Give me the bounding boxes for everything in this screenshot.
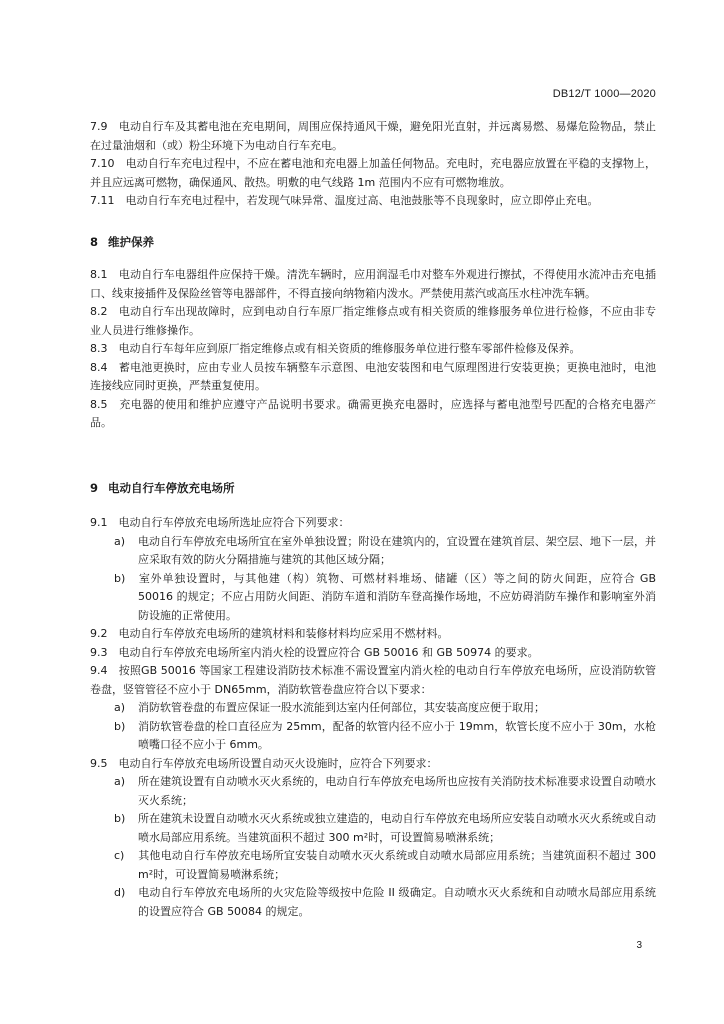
clause-9-5: 9.5 电动自行车停放充电场所设置自动灭火设施时，应符合下列要求： (90, 756, 438, 770)
list-item-text: 所在建筑未设置自动喷水灭火系统或独立建造的，电动自行车停放充电场所应安装自动喷水灭火系统或自动喷水局部应用系统。当建筑面积不超过 300 m²时，可设置简易喷淋系统； (138, 812, 656, 844)
standard-code: DB12/T 1000—2020 (552, 88, 656, 100)
clause-7-10: 7.10 电动自行车充电过程中，不应在蓄电池和充电器上加盖任何物品。充电时，充电器应放置在平稳的支撑物上，并且应远离可燃物，确保通风、散热。明敷的电气线路 1m 范围内不应有可燃物堆放。 (90, 157, 656, 189)
section-9-title: 电动自行车停放充电场所 (108, 481, 235, 495)
clause-9-3: 9.3 电动自行车停放充电场所室内消火栓的设置应符合 GB 50016 和 GB 50974 的要求。 (90, 645, 539, 659)
section-9-body (90, 514, 656, 921)
list-item (90, 773, 656, 810)
list-item-label: b) (114, 571, 126, 585)
list-item-text: 电动自行车停放充电场所宜在室外单独设置；附设在建筑内的，宜设置在建筑首层、架空层、地下一层，并应采取有效的防火分隔措施与建筑的其他区域分隔； (138, 534, 656, 566)
section-9-number: 9 (90, 481, 99, 495)
list-item (90, 699, 656, 718)
clause-8-5: 8.5 充电器的使用和维护应遵守产品说明书要求。确需更换充电器时，应选择与蓄电池型号匹配的合格充电器产品。 (90, 397, 656, 429)
clause-8-3: 8.3 电动自行车每年应到原厂指定维修点或有相关资质的维修服务单位进行整车零部件检修及保养。 (90, 342, 581, 355)
list-item-text: 其他电动自行车停放充电场所宜安装自动喷水灭火系统或自动喷水局部应用系统；当建筑面积不超过 300 m²时，可设置简易喷淋系统； (138, 849, 656, 881)
section-9-heading (90, 480, 235, 496)
list-item-label: a) (114, 775, 126, 788)
clause-9-1: 9.1 电动自行车停放充电场所选址应符合下列要求： (90, 516, 350, 529)
list-item-label: a) (114, 534, 126, 548)
list-item-label: c) (114, 849, 125, 862)
section-8-title: 维护保养 (108, 235, 154, 249)
clause-7-9: 7.9 电动自行车及其蓄电池在充电期间，周围应保持通风干燥，避免阳光直射，并远离易燃、易爆危险物品，禁止在过量油烟和（或）粉尘环境下为电动自行车充电。 (90, 120, 656, 152)
clause-9-4: 9.4 按照GB 50016 等国家工程建设消防技术标准不需设置室内消火栓的电动自行车停放充电场所，应设消防软管卷盘，竖管管径不应小于 DN65mm，消防软管卷盘应符合以下要求： (90, 664, 656, 696)
list-item-text: 消防软管卷盘的栓口直径应为 25mm，配备的软管内径不应小于 19mm，软管长度不应小于 30m，水枪喷嘴口径不应小于 6mm。 (138, 719, 656, 751)
list-item-label: b) (114, 719, 126, 733)
list-item-label: d) (114, 886, 126, 899)
clause-7-11: 7.11 电动自行车充电过程中，若发现气味异常、温度过高、电池鼓胀等不良现象时，应立即停止充电。 (90, 194, 599, 207)
list-item-label: b) (114, 812, 126, 825)
section-7-tail (90, 118, 656, 211)
clause-8-1: 8.1 电动自行车电器组件应保持干燥。清洗车辆时，应用润湿毛巾对整车外观进行擦拭，不得使用水流冲击充电插口、线束接插件及保险丝管等电器部件，不得直接向纳物箱内泼水。严禁使用蒸汽或高压水柱冲洗车辆。 (90, 268, 656, 300)
clause-8-2: 8.2 电动自行车出现故障时，应到电动自行车原厂指定维修点或有相关资质的维修服务单位进行检修，不应由非专业人员进行维修操作。 (90, 305, 656, 337)
section-8-heading (90, 234, 154, 250)
page-number: 3 (636, 940, 642, 951)
list-item-text: 消防软管卷盘的布置应保证一股水流能到达室内任何部位，其安装高度应便于取用； (138, 701, 545, 714)
list-item (90, 847, 656, 884)
clause-9-2: 9.2 电动自行车停放充电场所的建筑材料和装修材料均应采用不燃材料。 (90, 627, 449, 640)
list-item-label: a) (114, 701, 126, 714)
list-item (90, 884, 656, 921)
list-item-text: 所在建筑设置有自动喷水灭火系统的，电动自行车停放充电场所也应按有关消防技术标准要求设置自动喷水灭火系统； (138, 775, 656, 807)
list-item (90, 810, 656, 847)
list-item-text: 室外单独设置时，与其他建（构）筑物、可燃材料堆场、储罐（区）等之间的防火间距，应符合 GB 50016 的规定；不应占用防火间距、消防车道和消防车登高操作场地，不应妨碍消防车操作和影响室外消防设施的正常使用。 (138, 571, 656, 622)
list-item (90, 570, 656, 626)
section-8-number: 8 (90, 235, 99, 249)
list-item-text: 电动自行车停放充电场所的火灾危险等级按中危险 II 级确定。自动喷水灭火系统和自动喷水局部应用系统的设置应符合 GB 50084 的规定。 (138, 886, 656, 918)
list-item (90, 533, 656, 570)
section-8-body (90, 266, 656, 433)
list-item (90, 718, 656, 755)
clause-8-4: 8.4 蓄电池更换时，应由专业人员按车辆整车示意图、电池安装图和电气原理图进行安装更换；更换电池时，电池连接线应同时更换，严禁重复使用。 (90, 360, 656, 392)
